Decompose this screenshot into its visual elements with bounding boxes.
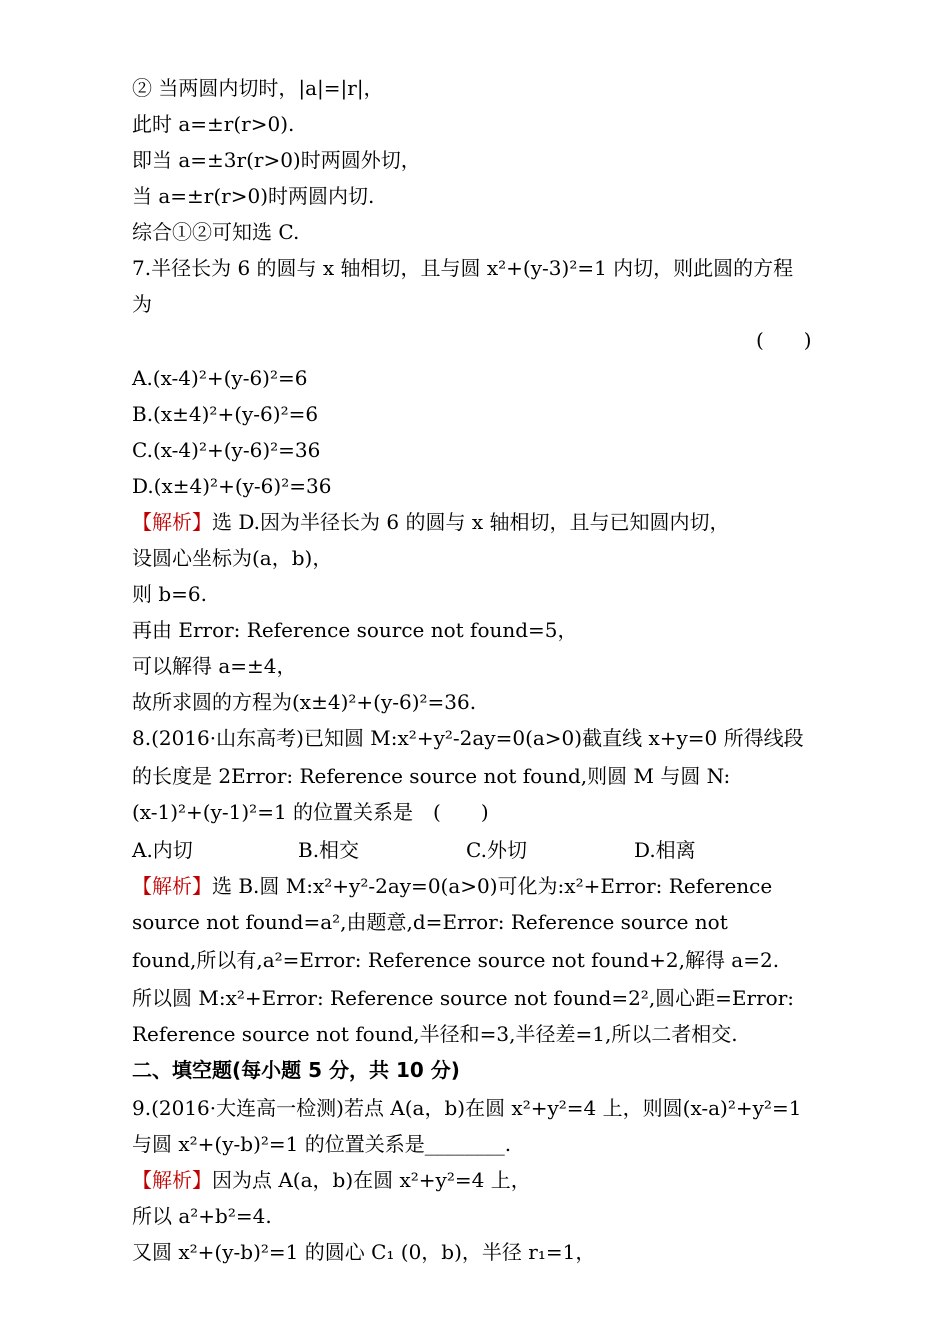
text-line: 故所求圆的方程为(x±4)²+(y-6)²=36.: [132, 690, 477, 714]
question-7-line1: 7.半径长为 6 的圆与 x 轴相切，且与圆 x²+(y-3)²=1 内切，则此圆的方程: [132, 256, 794, 280]
option-d: D.相离: [634, 838, 696, 862]
analysis-line: 【解析】因为点 A(a，b)在圆 x²+y²=4 上，: [132, 1168, 531, 1192]
text-line: 所以 a²+b²=4.: [132, 1204, 272, 1228]
analysis-tag: 【解析】: [132, 510, 212, 534]
analysis-line: 【解析】选 D.因为半径长为 6 的圆与 x 轴相切，且与已知圆内切，: [132, 510, 730, 534]
text-line: source not found=a²,由题意,d=Error: Reference source not: [132, 910, 728, 934]
text-line: Reference source not found,半径和=3,半径差=1,所以二者相交.: [132, 1022, 738, 1046]
answer-parenthesis: ( ): [756, 328, 812, 352]
text-line: ② 当两圆内切时，|a|=|r|，: [132, 76, 384, 100]
option-c: C.(x-4)²+(y-6)²=36: [132, 438, 321, 462]
option-b: B.相交: [298, 838, 360, 862]
section-heading: 二、填空题(每小题 5 分，共 10 分): [132, 1058, 460, 1082]
question-8-line3: (x-1)²+(y-1)²=1 的位置关系是 ( ): [132, 800, 489, 824]
text-line: 所以圆 M:x²+Error: Reference source not found=2²,圆心距=Error:: [132, 986, 794, 1010]
text-line: 综合①②可知选 C.: [132, 220, 300, 244]
question-9-line2: 与圆 x²+(y-b)²=1 的位置关系是________.: [132, 1132, 512, 1156]
analysis-tag: 【解析】: [132, 874, 212, 898]
question-7-line2: 为: [132, 292, 152, 316]
question-8-line1: 8.(2016·山东高考)已知圆 M:x²+y²-2ay=0(a>0)截直线 x+y=0 所得线段: [132, 726, 804, 750]
text-line: 又圆 x²+(y-b)²=1 的圆心 C₁ (0，b)，半径 r₁=1，: [132, 1240, 596, 1264]
option-c: C.外切: [466, 838, 527, 862]
text-line: 当 a=±r(r>0)时两圆内切.: [132, 184, 375, 208]
text-line: 即当 a=±3r(r>0)时两圆外切，: [132, 148, 421, 172]
text-line: 则 b=6.: [132, 582, 207, 606]
question-9-line1: 9.(2016·大连高一检测)若点 A(a，b)在圆 x²+y²=4 上，则圆(x-a)²+y²=1: [132, 1096, 802, 1120]
question-8-line2: 的长度是 2Error: Reference source not found,则圆 M 与圆 N:: [132, 764, 731, 788]
text-line: 此时 a=±r(r>0).: [132, 112, 295, 136]
text-line: 再由 Error: Reference source not found=5，: [132, 618, 578, 642]
text-line: 设圆心坐标为(a，b)，: [132, 546, 333, 570]
text-line: found,所以有,a²=Error: Reference source not found+2,解得 a=2.: [132, 948, 780, 972]
option-a: A.(x-4)²+(y-6)²=6: [132, 366, 308, 390]
analysis-tag: 【解析】: [132, 1168, 212, 1192]
option-a: A.内切: [132, 838, 193, 862]
option-d: D.(x±4)²+(y-6)²=36: [132, 474, 332, 498]
analysis-line: 【解析】选 B.圆 M:x²+y²-2ay=0(a>0)可化为:x²+Error: Reference: [132, 874, 773, 898]
text-line: 可以解得 a=±4，: [132, 654, 297, 678]
option-b: B.(x±4)²+(y-6)²=6: [132, 402, 319, 426]
